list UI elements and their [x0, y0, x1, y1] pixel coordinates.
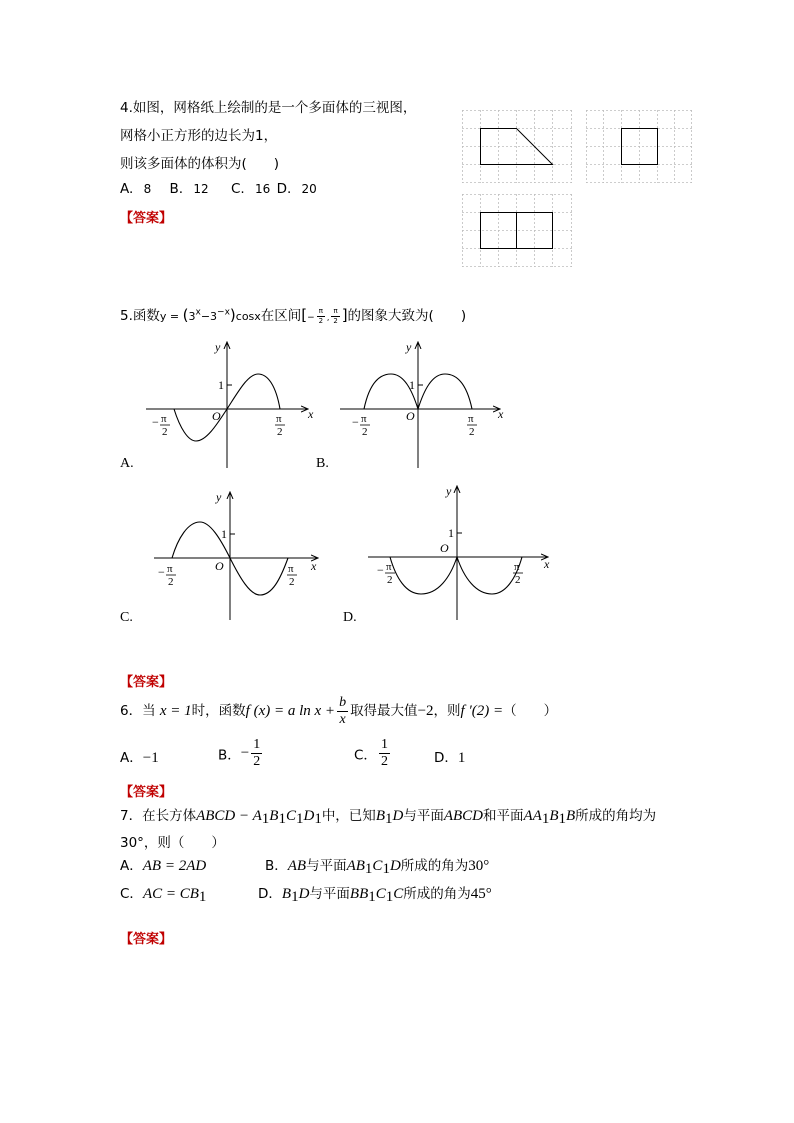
label-x: x — [498, 407, 504, 421]
q6-stem — [120, 694, 557, 728]
curve — [390, 557, 522, 594]
q7-opt-b-deg: 30° — [468, 858, 490, 874]
q6-paren: （ ） — [503, 703, 558, 719]
q7-opt-b-angle: 所成的角为 — [400, 858, 469, 874]
q5-mid: 在区间 — [260, 308, 302, 324]
label-pi-pos: π — [288, 563, 294, 575]
label-neg: − — [158, 565, 165, 579]
label-2-neg: 2 — [162, 426, 168, 438]
q6-opt-c-den: 2 — [380, 754, 388, 769]
q6-mid: 时，函数 — [191, 703, 246, 719]
label-neg: − — [352, 415, 359, 429]
q7-opt-a-expr: AB = 2AD — [142, 858, 207, 874]
label-2-pos: 2 — [277, 426, 283, 438]
side-view-figure — [586, 110, 692, 183]
q6-opt-b-val: − — [240, 745, 250, 761]
q7-opt-c-expr: AC = CB — [142, 886, 199, 902]
q6-opt-c — [354, 738, 392, 769]
q4-line2: 网格小正方形的边长为1， — [120, 128, 278, 144]
q7-line2: 30°，则（ ） — [120, 835, 225, 851]
graph-b — [336, 338, 512, 470]
q5-answer-label: 【答案】 — [120, 675, 173, 690]
grid-lines — [586, 110, 692, 183]
label-neg: − — [377, 563, 384, 577]
q4-line1: 4.如图，网格纸上绘制的是一个多面体的三视图， — [120, 100, 417, 116]
q6-opt-b — [218, 738, 264, 769]
label-pi-neg: π — [361, 413, 367, 425]
q5-opt-d: D. — [343, 610, 357, 625]
q6-tail: ，则 — [433, 703, 461, 719]
q7-opt-a-key: A． — [120, 858, 143, 874]
q7-line1: 7．在长方体ABCD − $A_1B_1C_1D_1$中，已知$B_1D$与平面ABCD和平面$AA_1B_1B$所成的角均为 — [120, 808, 657, 827]
label-pi-pos: π — [276, 413, 282, 425]
q7-intro: 7．在长方体 — [120, 808, 197, 824]
q7-angle-eq: 所成的角均为 — [575, 808, 657, 824]
q5-opt-a: A. — [120, 456, 134, 471]
q6-opt-d-key: D． — [434, 750, 458, 766]
q5-int-pi: π — [333, 306, 338, 315]
q6-opt-b-num: 1 — [253, 737, 261, 752]
q6-opt-c-key: C． — [354, 747, 377, 764]
label-2-neg: 2 — [362, 426, 368, 438]
q4-options — [120, 181, 317, 197]
q6-prefix: 6．当 — [120, 703, 156, 719]
label-pi-neg: π — [386, 561, 392, 573]
q5-func-minus: −3 — [200, 310, 218, 323]
q4-opt-a-val: 8 — [143, 182, 152, 196]
q7-opt-b-line: AB — [287, 858, 307, 874]
q6-mid2: 取得最大值 — [350, 703, 418, 719]
q7-opt-d-angle: 所成的角为 — [403, 886, 471, 902]
q5-int-neg: − — [307, 313, 315, 323]
q7-opt-b-key: B． — [265, 858, 288, 874]
q5-suffix: 的图象大致为( ) — [347, 308, 467, 324]
label-x: x — [544, 557, 550, 571]
label-pi-pos: π — [514, 561, 520, 573]
q5-int-2: 2 — [333, 316, 338, 325]
q4-opt-b-val: 12 — [193, 182, 209, 196]
q4-line3: 则该多面体的体积为( ) — [120, 156, 280, 172]
q6-cond: x = 1 — [159, 703, 192, 719]
label-2-neg: 2 — [168, 576, 174, 588]
q7-opt-c: C．AC = $CB_1$ — [120, 886, 207, 905]
q6-opt-b-key: B． — [218, 747, 241, 764]
q7-opt-d: D．$B_1D$与平面$BB_1C_1C$所成的角为45° — [258, 886, 492, 905]
grid-lines — [462, 110, 572, 183]
q6-max: −2 — [417, 703, 434, 719]
q7-plane2: AA — [523, 808, 542, 824]
q5-func-cos: cosx — [235, 310, 261, 323]
label-y: y — [216, 490, 222, 504]
q5-stem: 5.函数$y = (3^x-3^{-x})\cos x$在区间[− $\frac{\pi}{2}$ , $\frac{\pi}{2}$ ]的图象大致为( ) — [120, 306, 467, 325]
label-one: 1 — [448, 526, 454, 540]
q7-opt-d-deg: 45° — [470, 886, 492, 902]
q5-opt-c: C. — [120, 610, 133, 625]
q4-opt-d-val: 20 — [301, 182, 317, 196]
q5-prefix: 5.函数 — [120, 308, 160, 324]
q7-and: 和平面 — [483, 808, 524, 824]
q7-opt-c-key: C． — [120, 886, 143, 902]
label-pi-pos: π — [468, 413, 474, 425]
q4-opt-c-key: C. — [230, 181, 245, 197]
q6-opt-d — [434, 746, 465, 767]
label-2-pos: 2 — [515, 574, 521, 586]
label-origin: O — [406, 409, 415, 423]
q5-func-y: y = — [159, 310, 183, 323]
q6-opt-a — [120, 746, 159, 767]
q4-answer-label: 【答案】 — [120, 211, 173, 226]
q6-opt-a-val: −1 — [142, 750, 159, 766]
q7-opt-b-with: 与平面 — [306, 858, 347, 874]
q7-opt-b: B．AB与平面$AB_1C_1D$所成的角为30° — [265, 858, 490, 877]
label-pi-neg: π — [167, 563, 173, 575]
front-view-figure — [462, 110, 572, 183]
q7-with: 与平面 — [403, 808, 444, 824]
q7-opt-d-with: 与平面 — [309, 886, 350, 902]
q7-given: 中，已知 — [321, 808, 376, 824]
label-x: x — [311, 559, 317, 573]
label-y: y — [406, 340, 412, 354]
label-neg: − — [152, 415, 159, 429]
q5-opt-b: B. — [316, 456, 329, 471]
label-2-pos: 2 — [469, 426, 475, 438]
q6-ask: f ′(2) = — [460, 703, 504, 719]
label-pi-neg: π — [161, 413, 167, 425]
q7-plane1: ABCD — [443, 808, 483, 824]
label-y: y — [446, 484, 452, 498]
label-x: x — [308, 407, 314, 421]
q6-frac-num: b — [339, 694, 347, 710]
label-one: 1 — [409, 378, 415, 392]
q6-frac-den: x — [339, 711, 346, 727]
label-one: 1 — [218, 378, 224, 392]
q6-func: f (x) = a ln x + — [245, 703, 336, 719]
graph-d — [366, 482, 556, 622]
q7-opt-a — [120, 854, 206, 875]
label-origin: O — [215, 559, 224, 573]
q6-opt-a-key: A． — [120, 750, 143, 766]
q6-opt-b-den: 2 — [253, 754, 261, 769]
label-y: y — [215, 340, 221, 354]
label-one: 1 — [221, 527, 227, 541]
q7-answer-label: 【答案】 — [120, 932, 173, 947]
q4-opt-d-key: D. — [276, 181, 292, 197]
graph-c — [148, 488, 330, 622]
q6-opt-d-val: 1 — [457, 750, 466, 766]
label-2-pos: 2 — [289, 576, 295, 588]
q6-answer-label: 【答案】 — [120, 785, 173, 800]
label-2-neg: 2 — [387, 574, 393, 586]
q4-opt-c-val: 16 — [254, 182, 271, 196]
q7-box: ABCD − A — [196, 808, 262, 824]
q7-opt-d-key: D． — [258, 886, 282, 902]
label-origin: O — [440, 541, 449, 555]
graph-a — [140, 338, 320, 470]
label-origin: O — [212, 409, 221, 423]
q5-func-base: 3 — [188, 310, 196, 323]
q4-opt-b-key: B. — [169, 181, 184, 197]
q4-opt-a-key: A. — [120, 181, 134, 197]
top-view-figure — [462, 194, 572, 267]
q6-opt-c-num: 1 — [380, 737, 388, 752]
q7-bd: B — [375, 808, 385, 824]
